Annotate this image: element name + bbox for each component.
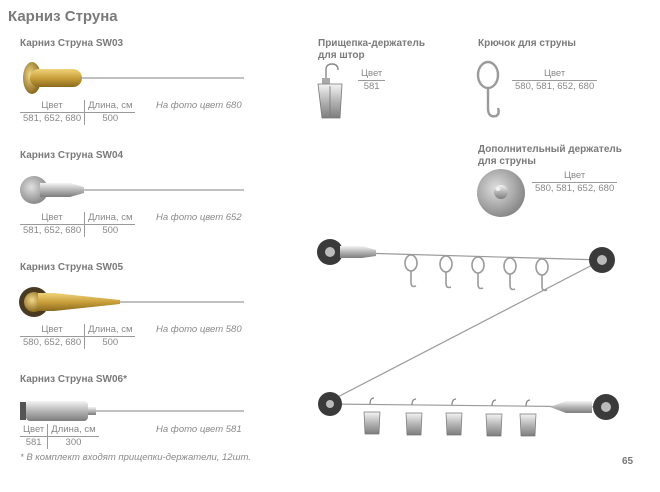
title-line: Дополнительный держатель [478,144,622,155]
length-header: Длина, см [85,324,136,337]
color-header: Цвет [361,68,383,79]
product-title-sw03: Карниз Струна SW03 [20,38,124,49]
length-header: Длина, см [48,424,99,437]
clip-spec-table [358,68,385,93]
sw06-spec-table [20,424,99,449]
color-values: 580, 652, 680 [20,337,85,350]
length-value: 500 [85,113,136,126]
accessory-title-hook: Крючок для струны [478,38,576,49]
color-values: 581 [20,437,48,450]
length-value: 500 [85,337,136,350]
product-title-sw04: Карниз Струна SW04 [20,150,124,161]
sw03-spec-table [20,100,135,125]
sw06-photo-note: На фото цвет 581 [156,424,242,435]
color-values: 580, 581, 652, 680 [512,81,597,94]
color-header: Цвет [41,100,63,111]
product-title-sw05: Карниз Струна SW05 [20,262,124,273]
accessory-title-extra-holder [478,144,622,168]
length-header: Длина, см [85,100,136,113]
sw05-photo-note: На фото цвет 580 [156,324,242,335]
hook-spec-table [512,68,597,93]
sw03-photo-note: На фото цвет 680 [156,100,242,111]
accessory-title-clip [318,38,425,62]
length-value: 500 [85,225,136,238]
title-line: Прищепка-держатель [318,38,425,49]
length-header: Длина, см [85,212,136,225]
page-number: 65 [622,456,634,467]
sw05-spec-table [20,324,135,349]
color-header: Цвет [41,324,63,335]
hook-image [472,58,508,124]
sw04-photo-note: На фото цвет 652 [156,212,242,223]
sw06-image [18,396,248,426]
sw03-image [18,60,248,96]
color-values: 581, 652, 680 [20,225,85,238]
extra-holder-spec-table [532,170,617,195]
color-header: Цвет [23,424,45,435]
footnote: * В комплект входят прищепки-держатели, 12шт. [20,452,251,463]
sw04-image [18,172,248,208]
color-values: 581 [358,81,385,94]
clip-holder-image [314,62,354,122]
extra-holder-image [476,168,528,220]
sw04-spec-table [20,212,135,237]
color-header: Цвет [563,170,586,181]
product-title-sw06: Карниз Струна SW06* [20,374,127,385]
title-line: для струны [478,156,536,167]
color-header: Цвет [41,212,63,223]
length-value: 300 [48,437,99,450]
assembly-illustration [310,232,630,448]
sw05-image [18,284,248,320]
title-line: для штор [318,50,365,61]
page-title: Карниз Струна [8,8,118,25]
color-values: 580, 581, 652, 680 [532,183,617,196]
color-values: 581, 652, 680 [20,113,85,126]
color-header: Цвет [543,68,566,79]
